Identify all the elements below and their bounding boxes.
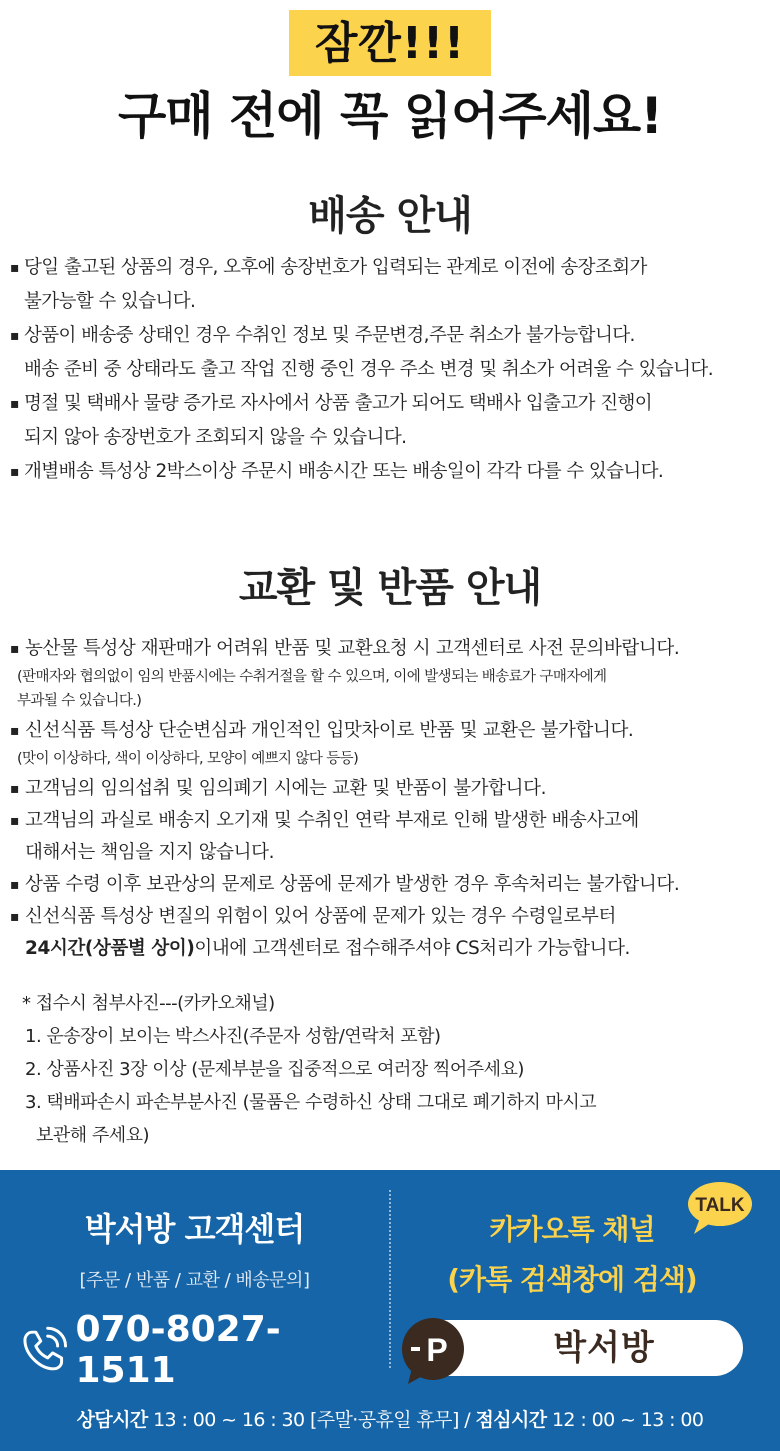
item-line: 상품이 배송중 상태인 경우 수취인 정보 및 주문변경,주문 취소가 불가능합니다.	[24, 325, 635, 346]
talk-badge-text: TALK	[695, 1195, 745, 1216]
attachment-guide	[22, 987, 762, 1152]
returns-title: 교환 및 반품 안내	[238, 565, 542, 611]
list-item	[10, 715, 775, 771]
list-item	[10, 805, 775, 869]
lunch-label: 점심시간	[475, 1409, 547, 1431]
delivery-title: 배송 안내	[308, 193, 472, 239]
cs-subtitle: [주문 / 반품 / 교환 / 배송문의]	[79, 1270, 310, 1291]
list-item	[10, 901, 775, 965]
item-line: 대해서는 책임을 지지 않습니다.	[25, 842, 275, 863]
list-item	[10, 319, 775, 387]
list-item	[10, 455, 775, 489]
business-hours	[0, 1405, 780, 1432]
search-term: 박서방	[553, 1328, 655, 1368]
item-line: 고객님의 과실로 배송지 오기재 및 수취인 연락 부재로 인해 발생한 배송사고에	[25, 810, 639, 831]
attachment-item: 보관해 주세요)	[36, 1125, 150, 1146]
item-line: 농산물 특성상 재판매가 어려워 반품 및 교환요청 시 고객센터로 사전 문의바랍니다.	[25, 638, 680, 659]
item-line: 당일 출고된 상품의 경우, 오후에 송장번호가 입력되는 관계로 이전에 송장조회가	[24, 257, 647, 278]
list-item	[10, 387, 775, 455]
item-line: 개별배송 특성상 2박스이상 주문시 배송시간 또는 배송일이 각각 다를 수 있습니다.	[24, 461, 664, 482]
kakao-channel-subtitle: (카톡 검색창에 검색)	[447, 1263, 697, 1296]
attachment-item: 1. 운송장이 보이는 박스사진(주문자 성함/연락처 포함)	[25, 1026, 441, 1047]
item-line: 되지 않아 송장번호가 조회되지 않을 수 있습니다.	[24, 427, 407, 448]
item-line: 신선식품 특성상 단순변심과 개인적인 입맛차이로 반품 및 교환은 불가합니다.	[25, 720, 634, 741]
footer-divider	[389, 1190, 391, 1368]
attachment-heading: * 접수시 첨부사진---(카카오채널)	[22, 993, 275, 1014]
cs-phone-row[interactable]	[18, 1309, 378, 1391]
list-item	[10, 773, 775, 805]
list-item	[10, 251, 775, 319]
item-line: 이내에 고객센터로 접수해주셔야 CS처리가 가능합니다.	[194, 938, 631, 959]
lunch-value: 12 : 00 ~ 13 : 00	[551, 1409, 704, 1431]
attachment-item: 2. 상품사진 3장 이상 (문제부분을 집중적으로 여러장 찍어주세요)	[25, 1059, 524, 1080]
wait-highlight: 잠깐!!!	[289, 10, 491, 76]
customer-center-footer	[0, 1170, 780, 1451]
wait-banner	[0, 10, 780, 76]
item-line: 상품 수령 이후 보관상의 문제로 상품에 문제가 발생한 경우 후속처리는 불가합니다.	[25, 874, 680, 895]
phone-icon	[18, 1324, 70, 1376]
phone-number[interactable]: 070-8027-1511	[75, 1309, 281, 1391]
list-item	[10, 869, 775, 901]
kakao-search-pill[interactable]	[405, 1320, 743, 1376]
delivery-list	[10, 251, 775, 489]
returns-list	[10, 633, 775, 965]
page-title: 구매 전에 꼭 읽어주세요!	[117, 87, 663, 145]
emphasis-text: 24시간(상품별 상이)	[25, 938, 195, 959]
pill-logo-text: P	[426, 1332, 448, 1368]
kakao-channel-title: 카카오톡 채널	[489, 1213, 655, 1246]
item-line: 불가능할 수 있습니다.	[24, 291, 196, 312]
item-line: 명절 및 택배사 물량 증가로 자사에서 상품 출고가 되어도 택배사 입출고가 진행이	[24, 393, 653, 414]
attachment-item: 3. 택배파손시 파손부분사진 (물품은 수령하신 상태 그대로 폐기하지 마시고	[25, 1092, 597, 1113]
cs-title: 박서방 고객센터	[84, 1210, 305, 1248]
item-line: 고객님의 임의섭취 및 임의폐기 시에는 교환 및 반품이 불가합니다.	[25, 778, 547, 799]
list-item	[10, 633, 775, 713]
item-note: (맛이 이상하다, 색이 이상하다, 모양이 예쁘지 않다 등등)	[17, 751, 359, 767]
hours-label: 상담시간	[76, 1409, 148, 1431]
hours-value: 13 : 00 ~ 16 : 30 [주말·공휴일 휴무] /	[153, 1409, 470, 1431]
item-note: 부과될 수 있습니다.)	[17, 693, 142, 709]
item-line: 배송 준비 중 상태라도 출고 작업 진행 중인 경우 주소 변경 및 취소가 어려울 수 있습니다.	[24, 359, 713, 380]
kakao-channel-logo-icon	[398, 1316, 468, 1386]
attachment-list	[22, 1020, 762, 1152]
item-line: 신선식품 특성상 변질의 위험이 있어 상품에 문제가 있는 경우 수령일로부터	[25, 906, 616, 927]
item-note: (판매자와 협의없이 임의 반품시에는 수취거절을 할 수 있으며, 이에 발생되는 배송료가 구매자에게	[17, 669, 607, 685]
